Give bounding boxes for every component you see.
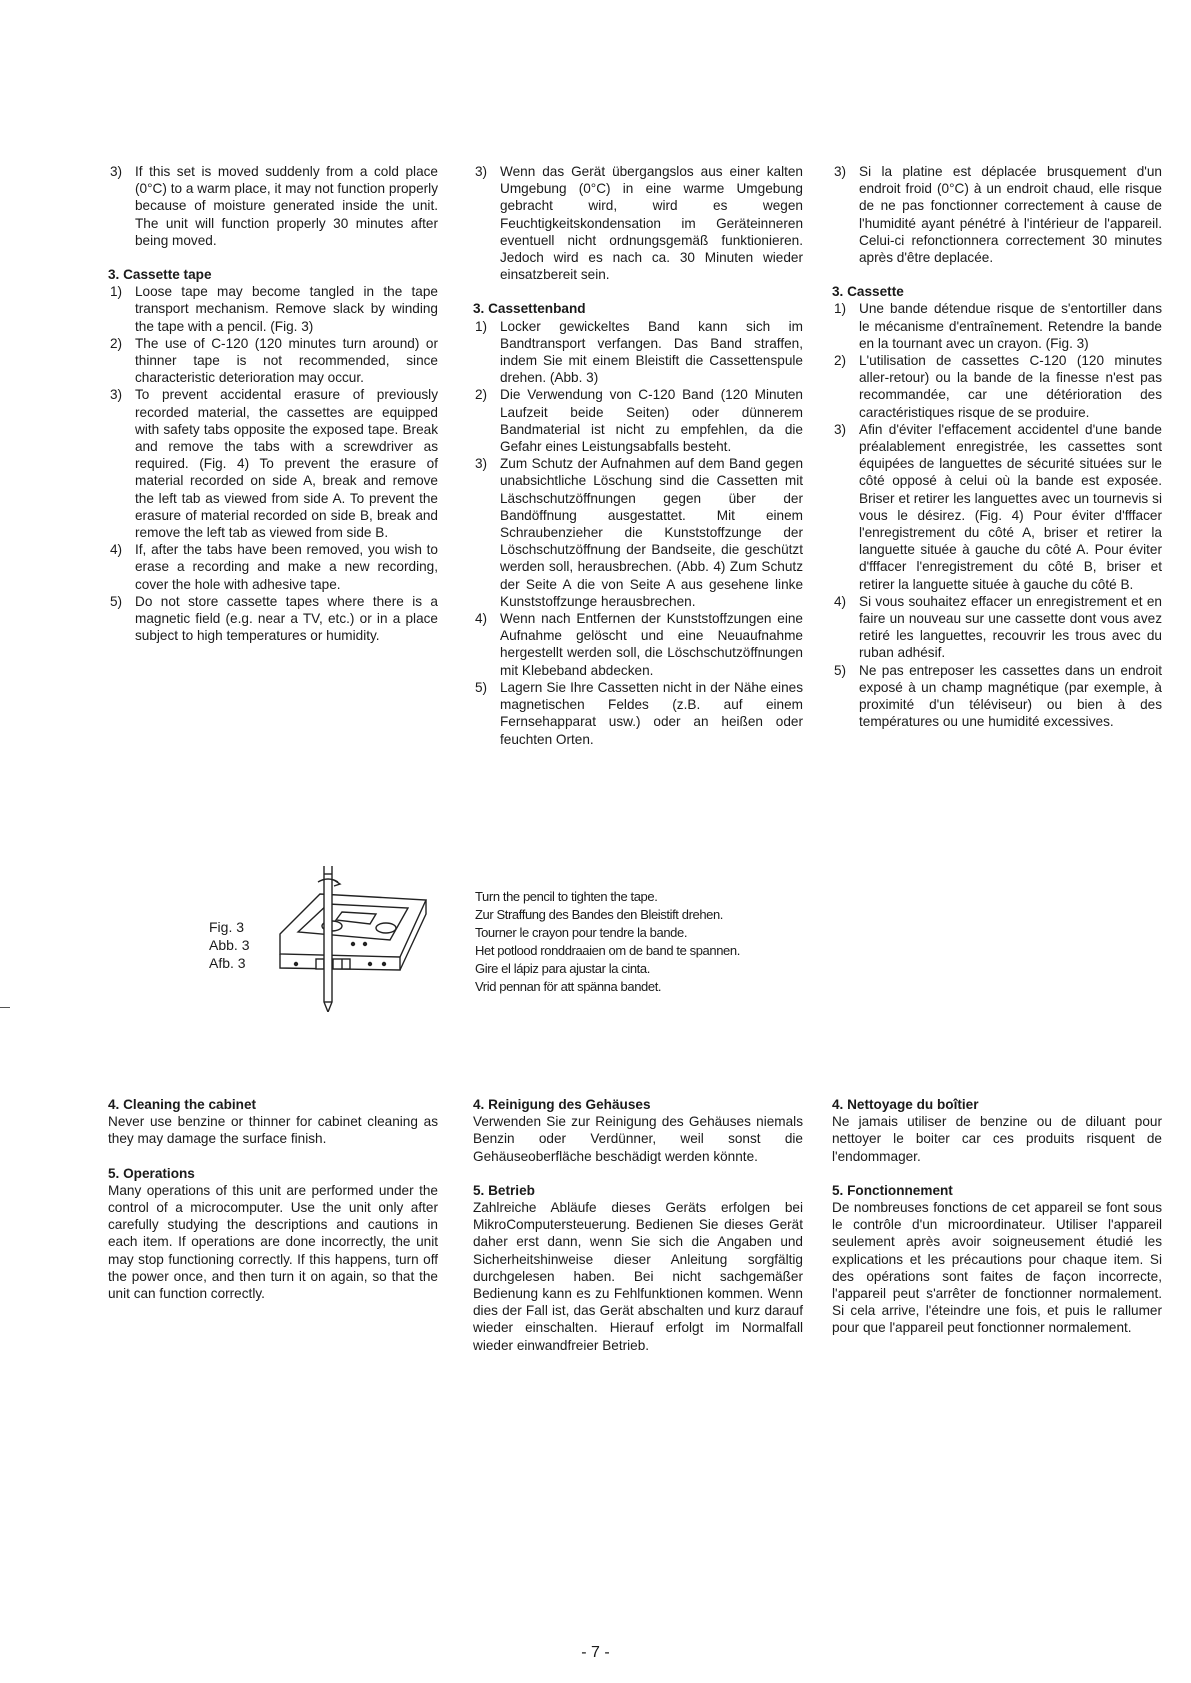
english-column-top bbox=[108, 163, 438, 644]
english-cleaning-heading: 4. Cleaning the cabinet bbox=[108, 1097, 257, 1112]
figure-label-dutch: Afb. 3 bbox=[209, 955, 246, 971]
list-item: 2) The use of C-120 (120 minutes turn around) or thinner tape is not recommended, since characteristic deterioration may occur. bbox=[110, 335, 438, 386]
german-moisture-note bbox=[473, 163, 803, 283]
french-operations-heading: 5. Fonctionnement bbox=[832, 1182, 953, 1198]
english-operations-heading: 5. Operations bbox=[108, 1165, 195, 1181]
german-column-top bbox=[473, 163, 803, 748]
german-cassette-heading: 3. Cassettenband bbox=[473, 301, 586, 317]
german-cassette-list bbox=[473, 318, 803, 748]
list-item: 4) Si vous souhaitez effacer un enregistrement et en faire un nouveau sur une cassette dont vous avez retiré les languettes, recouvrir les trous avec du ruban adhésif. bbox=[834, 593, 1162, 661]
french-cleaning-heading: 4. Nettoyage du boîtier bbox=[832, 1097, 979, 1112]
list-item: 3) If this set is moved suddenly from a cold place (0°C) to a warm place, it may not function properly because of moisture generated inside the unit. The unit will function properly 30 minutes after being moved. bbox=[110, 164, 438, 248]
caption-swedish: Vrid pennan för att spänna bandet. bbox=[475, 979, 662, 994]
figure-label-german: Abb. 3 bbox=[209, 937, 250, 953]
list-item: 1) Locker gewickeltes Band kann sich im Bandtransport verfangen. Das Band straffen, indem Sie mit einem Bleistift die Cassettenspule drehen. (Abb. 3) bbox=[475, 318, 803, 386]
german-cleaning-heading: 4. Reinigung des Gehäuses bbox=[473, 1097, 651, 1112]
figure-label-english: Fig. 3 bbox=[209, 919, 245, 935]
german-cleaning-text: Verwenden Sie zur Reinigung des Gehäuses niemals Benzin oder Verdünner, weil sonst die Gehäuseoberfläche beschädigt werden könnte. bbox=[473, 1114, 803, 1164]
german-operations-text: Zahlreiche Abläufe dieses Geräts erfolgen bei MikroComputersteuerung. Bedienen Sie dieses Gerät daher erst dann, wenn Sie sich die Angaben und Sicherheitshinweise dieser Anleitung sorgfältig durchgelesen haben. Bei nicht sachgemäßer Bedienung kann es zu Fehlfunktionen kommen. Wenn dies der Fall ist, das Gerät abschalten und kurz darauf wieder einschalten. Hierauf erfolgt im Normalfall wieder einwandfreier Betrieb. bbox=[473, 1200, 803, 1353]
caption-english: Turn the pencil to tighten the tape. bbox=[475, 889, 658, 904]
caption-french: Tourner le crayon pour tendre la bande. bbox=[475, 925, 688, 940]
list-item: 4) If, after the tabs have been removed, you wish to erase a recording and make a new recording, cover the hole with adhesive tape. bbox=[110, 542, 438, 592]
list-item: 1) Une bande détendue risque de s'entortiller dans le mécanisme d'entraînement. Retendre la bande en la tournant avec un crayon. (Fig. 3) bbox=[834, 301, 1162, 351]
list-item: 2) L'utilisation de cassettes C-120 (120 minutes aller-retour) ou la bande de la finesse n'est pas recommandée, car une détérioration des caractéristiques risque de se produire. bbox=[834, 353, 1162, 420]
french-column-bottom bbox=[832, 1096, 1162, 1337]
list-item: 3) To prevent accidental erasure of previously recorded material, the cassettes are equipped with safety tabs opposite the exposed tape. Break and remove the tabs with a screwdriver as required. (Fig. 4) To prevent the erasure of material recorded on side A, break and remove the left tab as viewed from side A. To prevent the erasure of material recorded on side B, break and remove the left tab as viewed from side B. bbox=[110, 387, 438, 541]
list-item: 5) Do not store cassette tapes where there is a magnetic field (e.g. near a TV, etc.) or in a place subject to high temperatures or humidity. bbox=[110, 593, 438, 644]
list-item: 3) Wenn das Gerät übergangslos aus einer kalten Umgebung (0°C) in eine warme Umgebung gebracht wird, wird es wegen Feuchtigkeitskondensation im Geräteinneren eventuell nicht ordnungsgemäß funktionieren. Jedoch wird es nach ca. 30 Minuten wieder einsatzbereit sein. bbox=[475, 164, 803, 283]
german-operations-heading: 5. Betrieb bbox=[473, 1182, 535, 1198]
list-item: 2) Die Verwendung von C-120 Band (120 Minuten Laufzeit beide Seiten) oder dünnerem Bandmaterial ist nicht zu empfehlen, da die Gefahr eines Leistungsabfalls besteht. bbox=[475, 387, 803, 455]
english-cleaning-text: Never use benzine or thinner for cabinet cleaning as they may damage the surface finish. bbox=[108, 1114, 438, 1147]
list-item: 3) Zum Schutz der Aufnahmen auf dem Band gegen unabsichtliche Löschung sind die Cassetten mit Läschschutzöffnungen gegen über der Bandöffnung ausgestattet. Mit einem Schraubenzieher die Kunststoffzunge der Löschschutzöffnung der Bandseite, die geschützt werden soll, herausbrechen. (Abb. 4) Zum Schutz der Seite A die von Seite A aus gesehene linke Kunststoffzunge herausbrechen. bbox=[475, 456, 803, 609]
french-column-top bbox=[832, 163, 1162, 731]
list-item: 5) Ne pas entreposer les cassettes dans un endroit exposé à un champ magnétique (par exemple, à proximité d'un téléviseur) ou bien à des températures ou une humidité excessives. bbox=[834, 662, 1162, 730]
figure-labels bbox=[209, 918, 249, 972]
margin-mark bbox=[0, 1007, 10, 1008]
english-moisture-note bbox=[108, 163, 438, 249]
list-item: 5) Lagern Sie Ihre Cassetten nicht in der Nähe eines magnetischen Feldes (z.B. auf einem Fernsehapparat usw.) oder an heißen oder feuchten Orten. bbox=[475, 679, 803, 747]
cassette-pencil-illustration bbox=[258, 862, 428, 1012]
list-item: 4) Wenn nach Entfernen der Kunststoffzungen eine Aufnahme gelöscht und eine Neuaufnahme hergestellt werden soll, die Löschschutzöffnungen mit Klebeband abdecken. bbox=[475, 611, 803, 678]
french-cleaning-text: Ne jamais utiliser de benzine ou de diluant pour nettoyer le boiter car ces produits risquent de l'endommager. bbox=[832, 1114, 1162, 1164]
english-cassette-heading: 3. Cassette tape bbox=[108, 267, 212, 283]
caption-spanish: Gire el lápiz para ajustar la cinta. bbox=[475, 961, 650, 976]
list-item: 3) Afin d'éviter l'effacement accidentel d'une bande préalablement enregistrée, les cassettes sont équipées de languettes de sécurité situées sur le côté opposé à celui où la bande est exposée. Briser et retirer les languettes avec un tournevis si vous le désirez. (Fig. 4) Pour éviter d'fffacer l'enregistrement du côté A, briser et retirer la languette située à gauche du côté A. Pour éviter d'fffacer l'enregistrement du côté B, briser et retirer la languette située à gauche du côté B. bbox=[834, 421, 1162, 592]
caption-dutch: Het potlood ronddraaien om de band te spannen. bbox=[475, 943, 740, 958]
caption-german: Zur Straffung des Bandes den Bleistift drehen. bbox=[475, 907, 724, 922]
figure-captions bbox=[475, 888, 740, 996]
list-item: 1) Loose tape may become tangled in the tape transport mechanism. Remove slack by winding the tape with a pencil. (Fig. 3) bbox=[110, 284, 438, 334]
list-item: 3) Si la platine est déplacée brusquement d'un endroit froid (0°C) à un endroit chaud, elle risque de ne pas fonctionner correctement à cause de l'humidité ayant pénétré à l'intérieur de l'appareil. Celui-ci refonctionnera correctement 30 minutes après d'être deplacée. bbox=[834, 164, 1162, 266]
french-moisture-note bbox=[832, 163, 1162, 266]
english-operations-text: Many operations of this unit are performed under the control of a microcomputer. Use the unit only after carefully studying the descriptions and cautions in each item. If operations are done incorrectly, the unit may stop functioning correctly. If this happens, turn off the power once, and then turn it on again, so that the unit can function correctly. bbox=[108, 1182, 438, 1302]
french-cassette-list bbox=[832, 300, 1162, 730]
english-column-bottom bbox=[108, 1096, 438, 1302]
page-number: - 7 - bbox=[581, 1644, 610, 1661]
english-cassette-list bbox=[108, 283, 438, 644]
french-cassette-heading: 3. Cassette bbox=[832, 284, 904, 300]
german-column-bottom bbox=[473, 1096, 803, 1354]
french-operations-text: De nombreuses fonctions de cet appareil se font sous le contrôle d'un microordinateur. Utiliser l'appareil seulement après avoir soigneusement étudié les explications et les précautions pour chaque item. Si des opérations sont faites de façon incorrecte, l'appareil peut s'arrêter de fonctionner normalement. Si cela arrive, l'éteindre une fois, et puis le rallumer pour que l'appareil peut fonctionner normalement. bbox=[832, 1200, 1162, 1336]
